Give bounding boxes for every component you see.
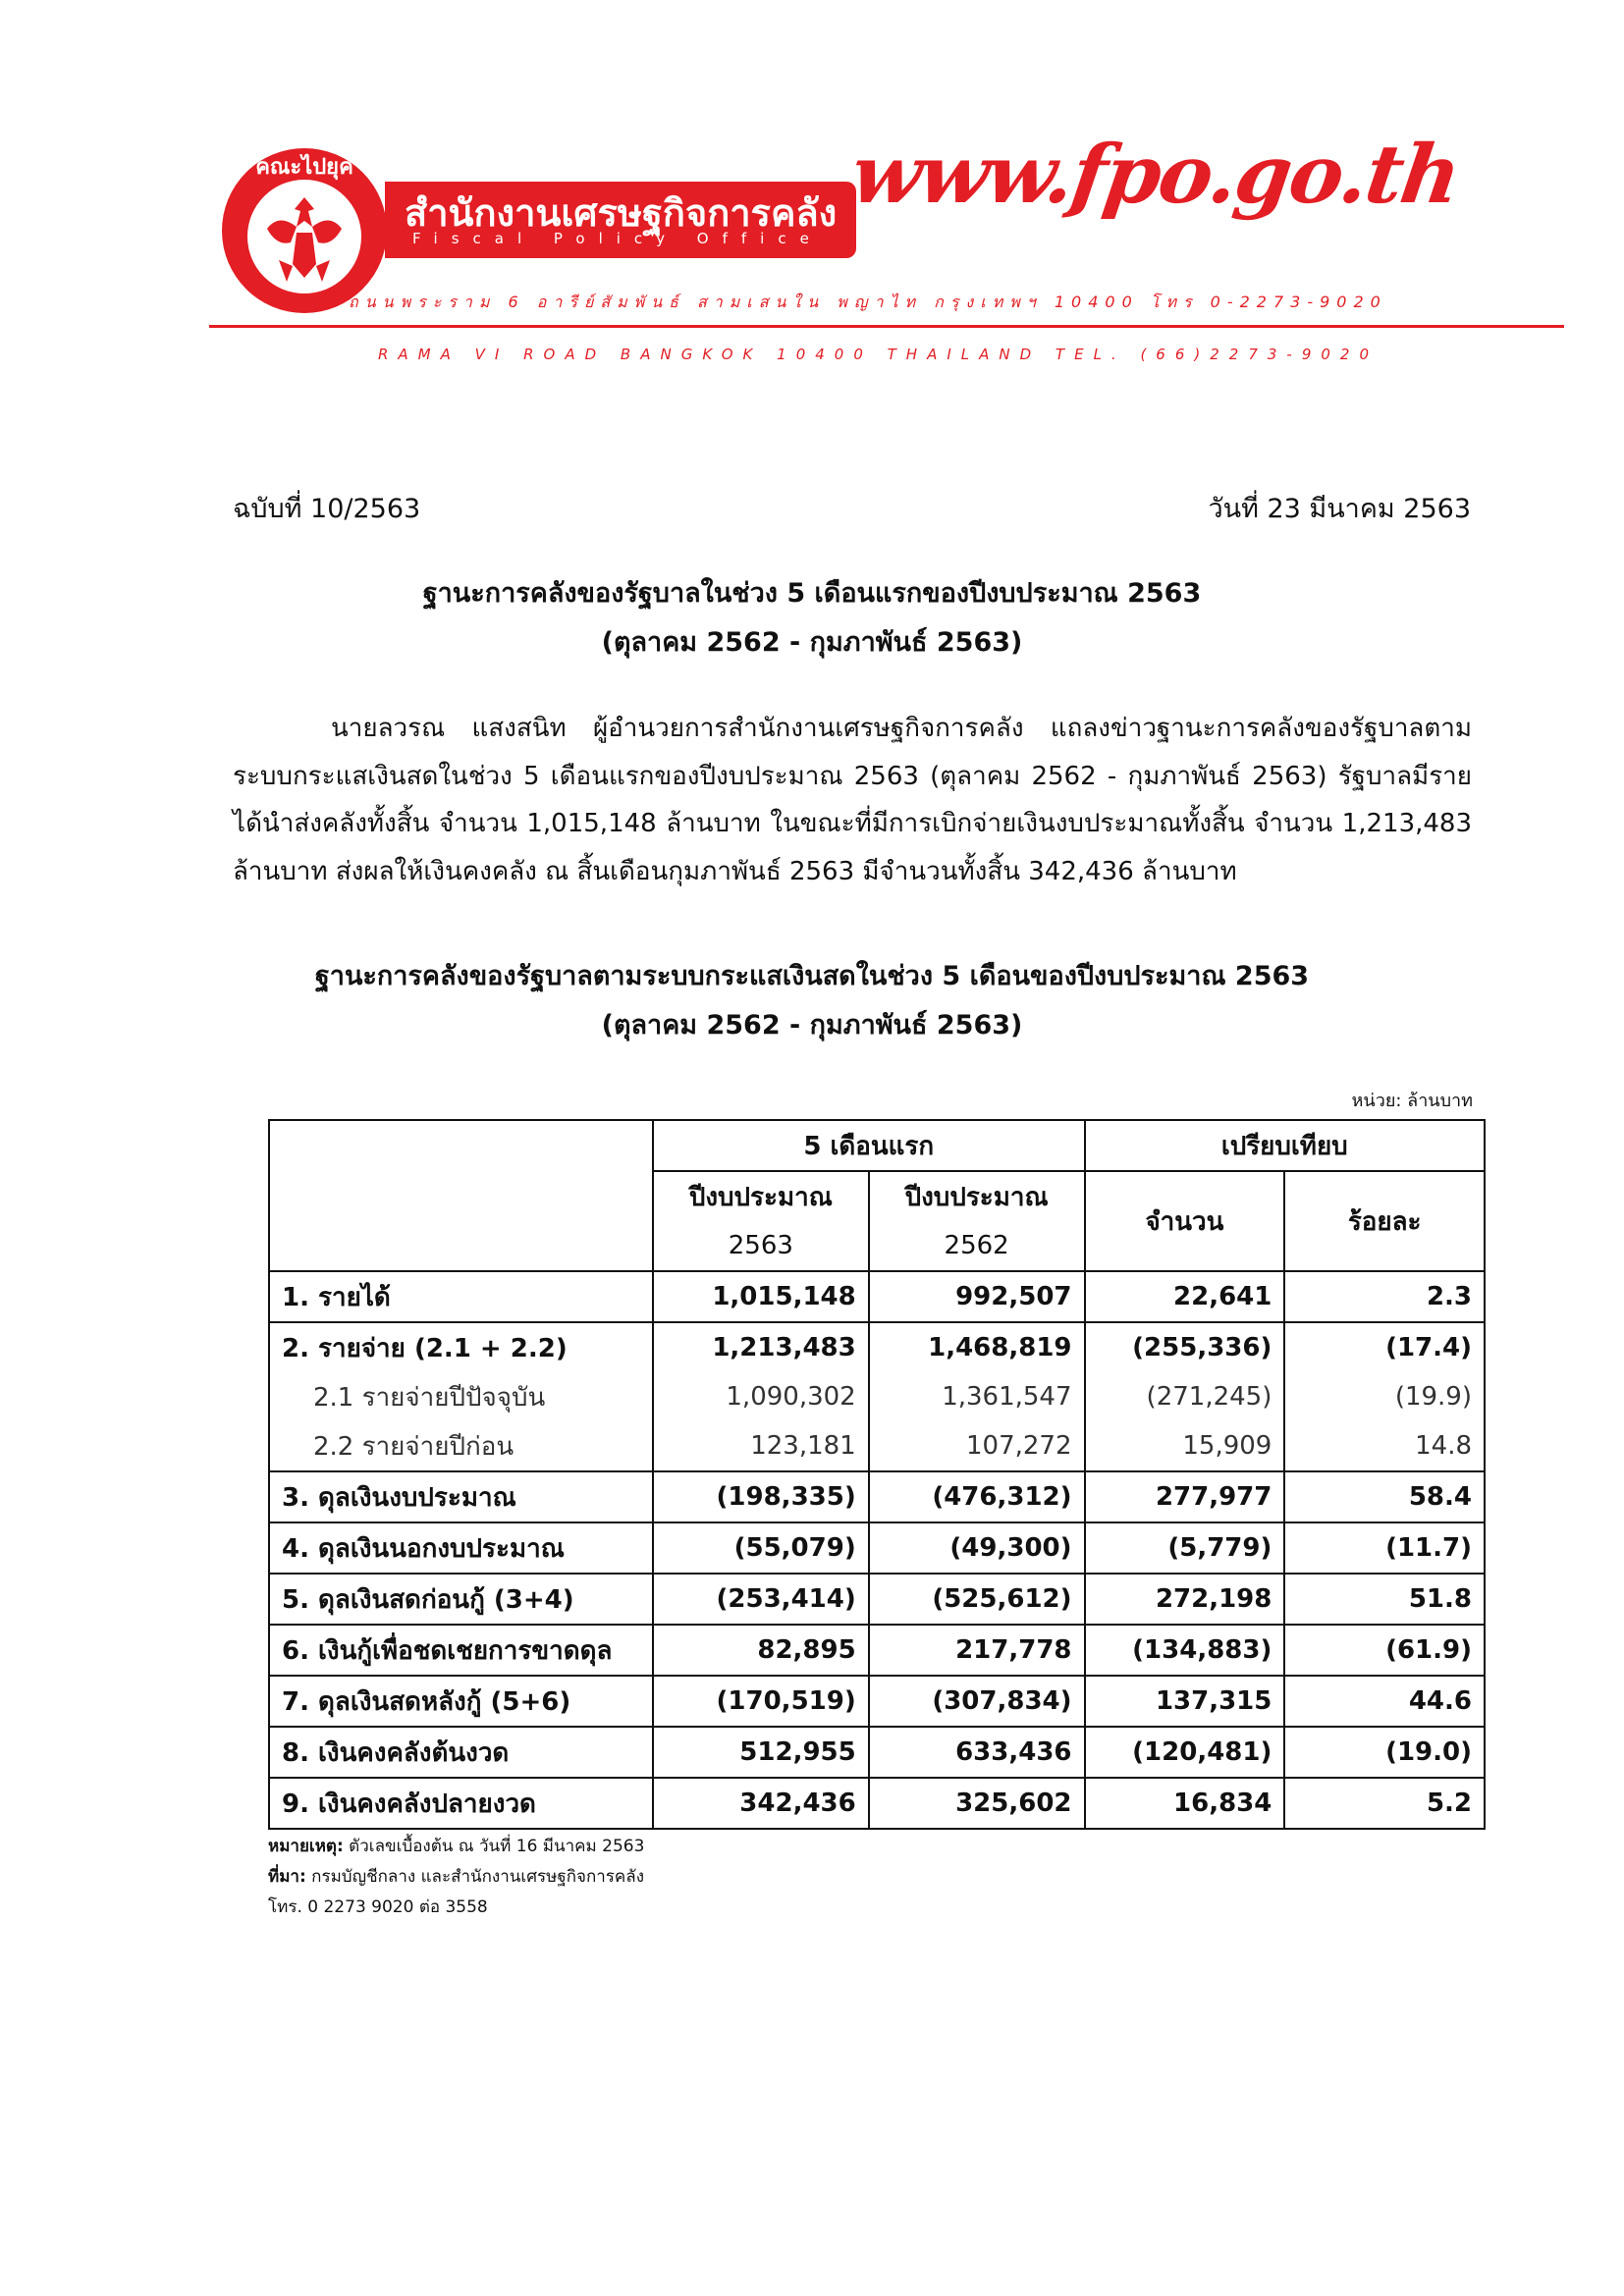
row-label: 9. เงินคงคลังปลายงวด xyxy=(269,1778,653,1829)
fiscal-position-table xyxy=(268,1119,1486,1830)
cell-fy2562: 992,507 xyxy=(869,1271,1085,1322)
cell-fy2562: (49,300) xyxy=(869,1522,1085,1574)
table-title-period: (ตุลาคม 2562 - กุมภาพันธ์ 2563) xyxy=(601,1010,1023,1041)
header-percent: ร้อยละ xyxy=(1284,1171,1485,1271)
row-label: 4. ดุลเงินนอกงบประมาณ xyxy=(269,1522,653,1574)
header-blank-cell xyxy=(269,1120,653,1271)
header-comparison: เปรียบเทียบ xyxy=(1085,1120,1485,1171)
letterhead-divider xyxy=(209,325,1564,328)
table-header-row xyxy=(269,1120,1485,1171)
cell-percent: (19.0) xyxy=(1284,1727,1485,1778)
cell-percent: (61.9) xyxy=(1284,1625,1485,1676)
cell-fy2562: 1,468,819 xyxy=(869,1322,1085,1372)
cell-amount: 16,834 xyxy=(1085,1778,1285,1829)
row-label: 7. ดุลเงินสดหลังกู้ (5+6) xyxy=(269,1676,653,1727)
contact-phone: โทร. 0 2273 9020 ต่อ 3558 xyxy=(268,1897,488,1917)
cell-fy2562: 633,436 xyxy=(869,1727,1085,1778)
header-amount: จำนวน xyxy=(1085,1171,1285,1271)
cell-fy2563: 1,090,302 xyxy=(653,1372,869,1421)
cell-amount: 137,315 xyxy=(1085,1676,1285,1727)
cell-percent: 44.6 xyxy=(1284,1676,1485,1727)
cell-fy2563: 512,955 xyxy=(653,1727,869,1778)
cell-percent: 2.3 xyxy=(1284,1271,1485,1322)
cell-fy2562: 217,778 xyxy=(869,1625,1085,1676)
cell-amount: 272,198 xyxy=(1085,1574,1285,1625)
header-fy2563-line1: ปีงบประมาณ xyxy=(653,1171,869,1221)
row-label: 3. ดุลเงินงบประมาณ xyxy=(269,1471,653,1522)
cell-percent: (11.7) xyxy=(1284,1522,1485,1574)
table-row xyxy=(269,1271,1485,1322)
cell-fy2562: (476,312) xyxy=(869,1471,1085,1522)
cell-amount: 15,909 xyxy=(1085,1421,1285,1471)
cell-amount: 277,977 xyxy=(1085,1471,1285,1522)
table-row xyxy=(269,1778,1485,1829)
cell-amount: (120,481) xyxy=(1085,1727,1285,1778)
remark-label: หมายเหตุ: xyxy=(268,1837,344,1856)
press-paragraph: นายลวรณ แสงสนิท ผู้อำนวยการสำนักงานเศรษฐกิจการคลัง แถลงข่าวฐานะการคลังของรัฐบาลตามระบบกระแสเงินสดในช่วง 5 เดือนแรกของปีงบประมาณ 2563 (ตุลาคม 2562 - กุมภาพันธ์ 2563) รัฐบาลมีรายได้นำส่งคลังทั้งสิ้น จำนวน 1,015,148 ล้านบาท ในขณะที่มีการเบิกจ่ายเงินงบประมาณทั้งสิ้น จำนวน 1,213,483 ล้านบาท ส่งผลให้เงินคงคลัง ณ สิ้นเดือนกุมภาพันธ์ 2563 มีจำนวนทั้งสิ้น 342,436 ล้านบาท xyxy=(233,714,1472,886)
table-row xyxy=(269,1322,1485,1372)
remark-text: ตัวเลขเบื้องต้น ณ วันที่ 16 มีนาคม 2563 xyxy=(343,1837,645,1856)
cell-fy2563: (198,335) xyxy=(653,1471,869,1522)
unit-label: หน่วย: ล้านบาท xyxy=(1351,1091,1473,1111)
cell-amount: (255,336) xyxy=(1085,1322,1285,1372)
row-label: 2. รายจ่าย (2.1 + 2.2) xyxy=(269,1322,653,1372)
row-label: 1. รายได้ xyxy=(269,1271,653,1322)
org-name-thai: สำนักงานเศรษฐกิจการคลัง xyxy=(405,191,838,235)
document-title-period: (ตุลาคม 2562 - กุมภาพันธ์ 2563) xyxy=(601,627,1023,658)
header-fy2563-line2: 2563 xyxy=(653,1221,869,1271)
cell-fy2563: 123,181 xyxy=(653,1421,869,1471)
cell-percent: (17.4) xyxy=(1284,1322,1485,1372)
source-label: ที่มา: xyxy=(268,1867,306,1887)
table-row xyxy=(269,1676,1485,1727)
cell-amount: (134,883) xyxy=(1085,1625,1285,1676)
cell-percent: 51.8 xyxy=(1284,1574,1485,1625)
issue-number: ฉบับที่ 10/2563 xyxy=(233,494,421,524)
address-thai: ถนนพระราม 6 อารีย์สัมพันธ์ สามเสนใน พญาไท กรุงเทพฯ 10400 โทร 0-2273-9020 xyxy=(349,293,1387,311)
row-label: 6. เงินกู้เพื่อชดเชยการขาดดุล xyxy=(269,1625,653,1676)
table-row xyxy=(269,1471,1485,1522)
cell-amount: (271,245) xyxy=(1085,1372,1285,1421)
row-label: 2.2 รายจ่ายปีก่อน xyxy=(269,1421,653,1471)
table-row xyxy=(269,1522,1485,1574)
row-label: 5. ดุลเงินสดก่อนกู้ (3+4) xyxy=(269,1574,653,1625)
table-row xyxy=(269,1574,1485,1625)
address-english: RAMA VI ROAD BANGKOK 10400 THAILAND TEL. (66)2273-9020 xyxy=(378,346,1380,363)
cell-fy2563: (55,079) xyxy=(653,1522,869,1574)
cell-fy2563: 82,895 xyxy=(653,1625,869,1676)
cell-amount: (5,779) xyxy=(1085,1522,1285,1574)
issue-date: วันที่ 23 มีนาคม 2563 xyxy=(1208,494,1471,524)
table-row xyxy=(269,1421,1485,1471)
cell-fy2563: 342,436 xyxy=(653,1778,869,1829)
cell-fy2563: 1,213,483 xyxy=(653,1322,869,1372)
header-fy2562-line2: 2562 xyxy=(869,1221,1085,1271)
table-title: ฐานะการคลังของรัฐบาลตามระบบกระแสเงินสดในช่วง 5 เดือนของปีงบประมาณ 2563 xyxy=(314,961,1310,991)
cell-fy2563: (253,414) xyxy=(653,1574,869,1625)
website-url[interactable]: www.fpo.go.th xyxy=(845,128,1465,222)
cell-percent: (19.9) xyxy=(1284,1372,1485,1421)
seal-text: คณะไปยุค xyxy=(255,155,353,180)
cell-fy2562: 325,602 xyxy=(869,1778,1085,1829)
org-name-english: Fiscal Policy Office xyxy=(412,230,823,247)
table-row xyxy=(269,1727,1485,1778)
cell-fy2563: (170,519) xyxy=(653,1676,869,1727)
source-note xyxy=(268,1863,644,1890)
source-text: กรมบัญชีกลาง และสำนักงานเศรษฐกิจการคลัง xyxy=(305,1867,645,1887)
header-first-5-months: 5 เดือนแรก xyxy=(653,1120,1085,1171)
cell-percent: 5.2 xyxy=(1284,1778,1485,1829)
row-label: 8. เงินคงคลังต้นงวด xyxy=(269,1727,653,1778)
table-row xyxy=(269,1372,1485,1421)
cell-fy2563: 1,015,148 xyxy=(653,1271,869,1322)
document-title: ฐานะการคลังของรัฐบาลในช่วง 5 เดือนแรกของปีงบประมาณ 2563 xyxy=(422,578,1202,609)
remark-note xyxy=(268,1833,644,1859)
cell-amount: 22,641 xyxy=(1085,1271,1285,1322)
row-label: 2.1 รายจ่ายปีปัจจุบัน xyxy=(269,1372,653,1421)
cell-fy2562: (307,834) xyxy=(869,1676,1085,1727)
cell-fy2562: 107,272 xyxy=(869,1421,1085,1471)
cell-fy2562: 1,361,547 xyxy=(869,1372,1085,1421)
header-fy2562-line1: ปีงบประมาณ xyxy=(869,1171,1085,1221)
table-row xyxy=(269,1625,1485,1676)
cell-fy2562: (525,612) xyxy=(869,1574,1085,1625)
cell-percent: 14.8 xyxy=(1284,1421,1485,1471)
cell-percent: 58.4 xyxy=(1284,1471,1485,1522)
